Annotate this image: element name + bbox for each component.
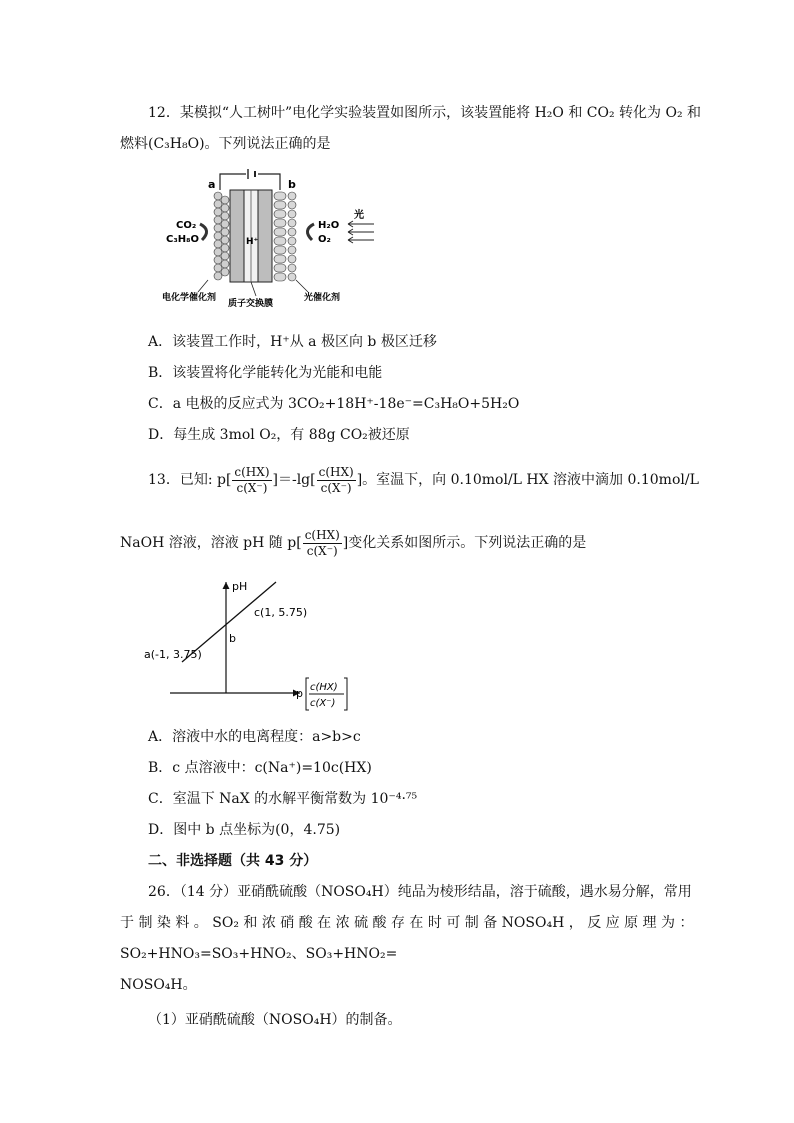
q13-option-d: D．图中 b 点坐标为(0，4.75) — [148, 822, 341, 838]
q12-stem-line1: 12．某模拟“人工树叶”电化学实验装置如图所示，该装置能将 H₂O 和 CO₂ 转化为 O₂ 和 — [148, 105, 702, 121]
q13-option-c: C．室温下 NaX 的水解平衡常数为 10⁻⁴·⁷⁵ — [148, 791, 418, 807]
q13-stem-line1 — [148, 462, 699, 498]
q12-option-a: A．该装置工作时，H⁺从 a 极区向 b 极区迁移 — [148, 334, 437, 350]
c3h8o-label: C₃H₈O — [166, 234, 199, 245]
fraction — [232, 465, 271, 496]
artificial-leaf-diagram — [158, 168, 378, 308]
o2-label: O₂ — [318, 234, 331, 245]
point-b-label: b — [229, 632, 236, 645]
q12-stem-line2: 燃料(C₃H₈O)。下列说法正确的是 — [120, 136, 331, 152]
q26-line1: 26．（14 分）亚硝酰硫酸（NOSO₄H）纯品为棱形结晶，溶于硫酸，遇水易分解，常用 — [148, 884, 692, 900]
q26-line4: NOSO₄H。 — [120, 977, 197, 993]
q13-text: ]。室温下，向 0.10mol/L HX 溶液中滴加 0.10mol/L — [356, 472, 699, 488]
fraction-numerator: c(HX) — [304, 527, 340, 542]
x-axis-label-numerator: c(HX) — [310, 682, 338, 693]
electrochem-catalyst-caption: 电化学催化剂 — [162, 293, 217, 303]
q26-subquestion-1: （1）亚硝酰硫酸（NOSO₄H）的制备。 — [148, 1012, 402, 1028]
point-c-label: c(1, 5.75) — [254, 606, 308, 619]
q13-text: 13．已知: p[ — [148, 472, 232, 488]
q13-text: ]变化关系如图所示。下列说法正确的是 — [342, 535, 587, 551]
section-heading: 二、非选择题（共 43 分） — [148, 853, 318, 869]
fraction — [303, 528, 342, 559]
h2o-label: H₂O — [318, 220, 340, 231]
q13-stem-line2 — [120, 525, 586, 561]
photocatalyst-caption: 光催化剂 — [304, 293, 341, 303]
y-axis-label: pH — [232, 580, 248, 593]
electrode-a-label: a — [208, 178, 216, 191]
proton-label: H⁺ — [246, 237, 259, 247]
q26-line2: 于 制 染 料 。 SO₂ 和 浓 硝 酸 在 浓 硫 酸 存 在 时 可 制 备 NOSO₄H ， 反 应 原 理 为 ： — [120, 915, 694, 931]
point-a-label: a(-1, 3.75) — [144, 648, 202, 661]
fraction-numerator: c(HX) — [234, 464, 270, 479]
q12-option-d: D．每生成 3mol O₂，有 88g CO₂被还原 — [148, 427, 410, 443]
electrode-b-label: b — [288, 178, 296, 191]
q13-option-b: B．c 点溶液中：c(Na⁺)=10c(HX) — [148, 760, 372, 776]
fraction-numerator: c(HX) — [318, 464, 354, 479]
q12-option-c: C．a 电极的反应式为 3CO₂+18H⁺-18e⁻=C₃H₈O+5H₂O — [148, 396, 520, 412]
x-axis-label-denominator: c(X⁻) — [310, 698, 336, 709]
proton-membrane-caption: 质子交换膜 — [228, 299, 274, 308]
q13-text: ]＝-lg[ — [272, 472, 316, 488]
ph-vs-p-graph — [140, 576, 380, 716]
q12-option-b: B．该装置将化学能转化为光能和电能 — [148, 365, 383, 381]
q13-option-a: A．溶液中水的电离程度：a>b>c — [148, 729, 361, 745]
q26-line3: SO₂+HNO₃=SO₃+HNO₂、SO₃+HNO₂= — [120, 946, 398, 962]
x-axis-label-p: p — [296, 687, 303, 700]
fraction-denominator: c(X⁻) — [236, 480, 268, 495]
q13-text: NaOH 溶液，溶液 pH 随 p[ — [120, 535, 302, 551]
fraction-denominator: c(X⁻) — [306, 543, 338, 558]
fraction — [317, 465, 356, 496]
co2-label: CO₂ — [176, 220, 197, 231]
light-label: 光 — [354, 210, 364, 221]
fraction-denominator: c(X⁻) — [320, 480, 352, 495]
